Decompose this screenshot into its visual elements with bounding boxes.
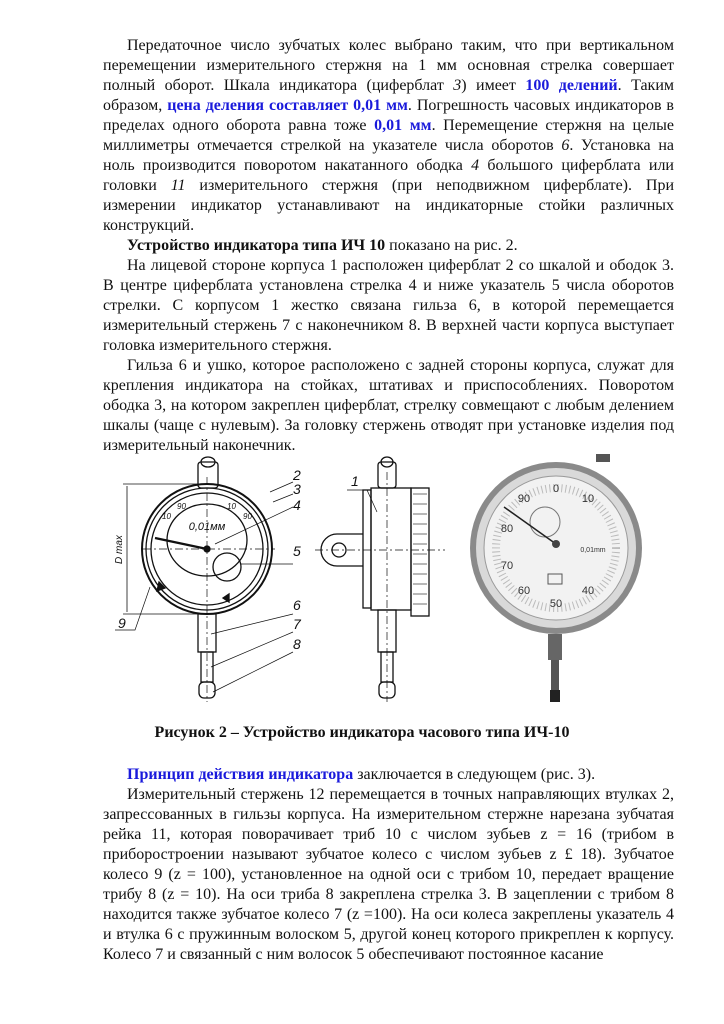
dial-scale-0: 0 <box>552 483 560 495</box>
dimension-label: D max <box>115 535 125 564</box>
callout-4: 4 <box>293 497 301 513</box>
callout-7: 7 <box>293 616 301 632</box>
callout-1: 1 <box>351 473 359 489</box>
dial-scale-60: 60 <box>517 585 531 597</box>
text-segment: большого циферблата или головки <box>103 157 674 194</box>
text-segment: измерительного стержня (при неподвижном циферблате). При измерении индикатор устанавливают на индикаторные стойки различных конструкций. <box>103 177 675 234</box>
scale-label: 10 <box>162 512 171 521</box>
paragraph <box>103 765 674 785</box>
text-segment: Гильза 6 и ушко, которое расположено с задней стороны корпуса, служат для крепления индикатора на стойках, штативах и приспособлениях. Поворотом ободка 3, на котором закреплен циферблат, стрелку совмещают с любым делением шкалы (чаще с нулевым). За головку стержень отводят при установке изделия под измерительный наконечник. <box>103 357 674 454</box>
dial-scale-40: 40 <box>581 585 595 597</box>
text-segment: . Погрешность часовых индикаторов в пределах одного оборота равна тоже <box>103 97 674 134</box>
dial-scale-90: 90 <box>517 493 531 505</box>
paragraph <box>103 36 674 236</box>
text-segment: показано на рис. 2. <box>385 237 518 254</box>
text-block-bottom <box>103 765 674 965</box>
text-block-top <box>103 36 674 456</box>
text-segment: На лицевой стороне корпуса 1 расположен циферблат 2 со шкалой и ободок 3. В центре циферблата установлена стрелка 4 и ниже указатель 5 числа оборотов стрелки. С корпусом 1 жестко связана гильза 6, в которой перемещается измерительный стержень 7 с наконечником 8. В верхней части корпуса выступает головка измерительного стержня. <box>103 257 674 354</box>
side-view-drawing <box>315 457 445 702</box>
text-segment: ) имеет <box>461 77 526 94</box>
paragraph <box>103 256 674 356</box>
text-segment: . Установка на ноль производится поворотом накатанного ободка <box>103 137 674 174</box>
front-view-drawing <box>115 457 293 702</box>
callout-8: 8 <box>293 636 301 652</box>
scale-label: 90 <box>177 502 186 511</box>
highlighted-text: 0,01 мм <box>374 117 432 134</box>
dial-scale-50: 50 <box>549 598 563 610</box>
text-segment: заключается в следующем (рис. 3). <box>353 766 596 783</box>
figure-indicator <box>115 452 655 710</box>
highlighted-text: Принцип действия индикатора <box>127 766 354 783</box>
scale-label: 10 <box>227 502 236 511</box>
highlighted-text: цена деления составляет 0,01 мм <box>167 97 408 114</box>
italic-text: 4 <box>471 157 480 174</box>
text-segment: Измерительный стержень 12 перемещается в точных направляющих втулках 2, запрессованных в гильзы корпуса. На измерительном стержне нарезана зубчатая рейка 11, которая поворачивает триб 10 с числом зубьев z = 16 (трибом в приборостроении называют зубчатое колесо с числом зубьев z £ 18). Зубчатое колесо 9 (z = 100), установленное на одной оси с трибом 10, передает вращение трибу 8 (z = 10). На оси триба 8 закреплена стрелка 3. В зацеплении с трибом 8 находится также зубчатое колесо 7 (z =100). На оси колеса закреплены указатель 4 и втулка 6 с пружинным волоском 5, другой конец которого прикреплен к корпусу. Колесо 7 и связанный с ним волосок 5 обеспечивают постоянное касание <box>103 786 674 963</box>
callout-3: 3 <box>293 481 301 497</box>
text-segment: . Перемещение стержня на целые миллиметры отмечается стрелкой на указателе числа оборотов <box>103 117 674 154</box>
italic-text: 3 <box>453 77 462 94</box>
dial-unit-label: 0,01мм <box>188 521 226 533</box>
callout-5: 5 <box>293 543 301 559</box>
callout-9: 9 <box>118 615 126 631</box>
bold-text: Устройство индикатора типа ИЧ 10 <box>127 237 386 254</box>
dial-unit-label: 0,01mm <box>580 547 606 554</box>
paragraph <box>103 785 674 965</box>
figure-caption: Рисунок 2 – Устройство индикатора часового типа ИЧ-10 <box>154 724 570 741</box>
paragraph <box>103 356 674 456</box>
italic-text: 11 <box>170 177 186 194</box>
paragraph <box>103 236 674 256</box>
italic-text: 6 <box>561 137 570 154</box>
text-segment: Передаточное число зубчатых колес выбрано таким, что при вертикальном перемещении измерительного стержня на 1 мм основная стрелка совершает полный оборот. Шкала индикатора (циферблат <box>103 37 674 94</box>
dial-scale-80: 80 <box>500 523 514 535</box>
dial-scale-10: 10 <box>581 493 595 505</box>
callout-6: 6 <box>293 597 301 613</box>
highlighted-text: 100 делений <box>525 77 618 94</box>
dial-scale-70: 70 <box>500 560 514 572</box>
scale-label: 90 <box>243 512 252 521</box>
indicator-drawings <box>115 452 655 710</box>
text-segment: . Таким образом, <box>103 77 675 114</box>
callout-2: 2 <box>293 467 301 483</box>
